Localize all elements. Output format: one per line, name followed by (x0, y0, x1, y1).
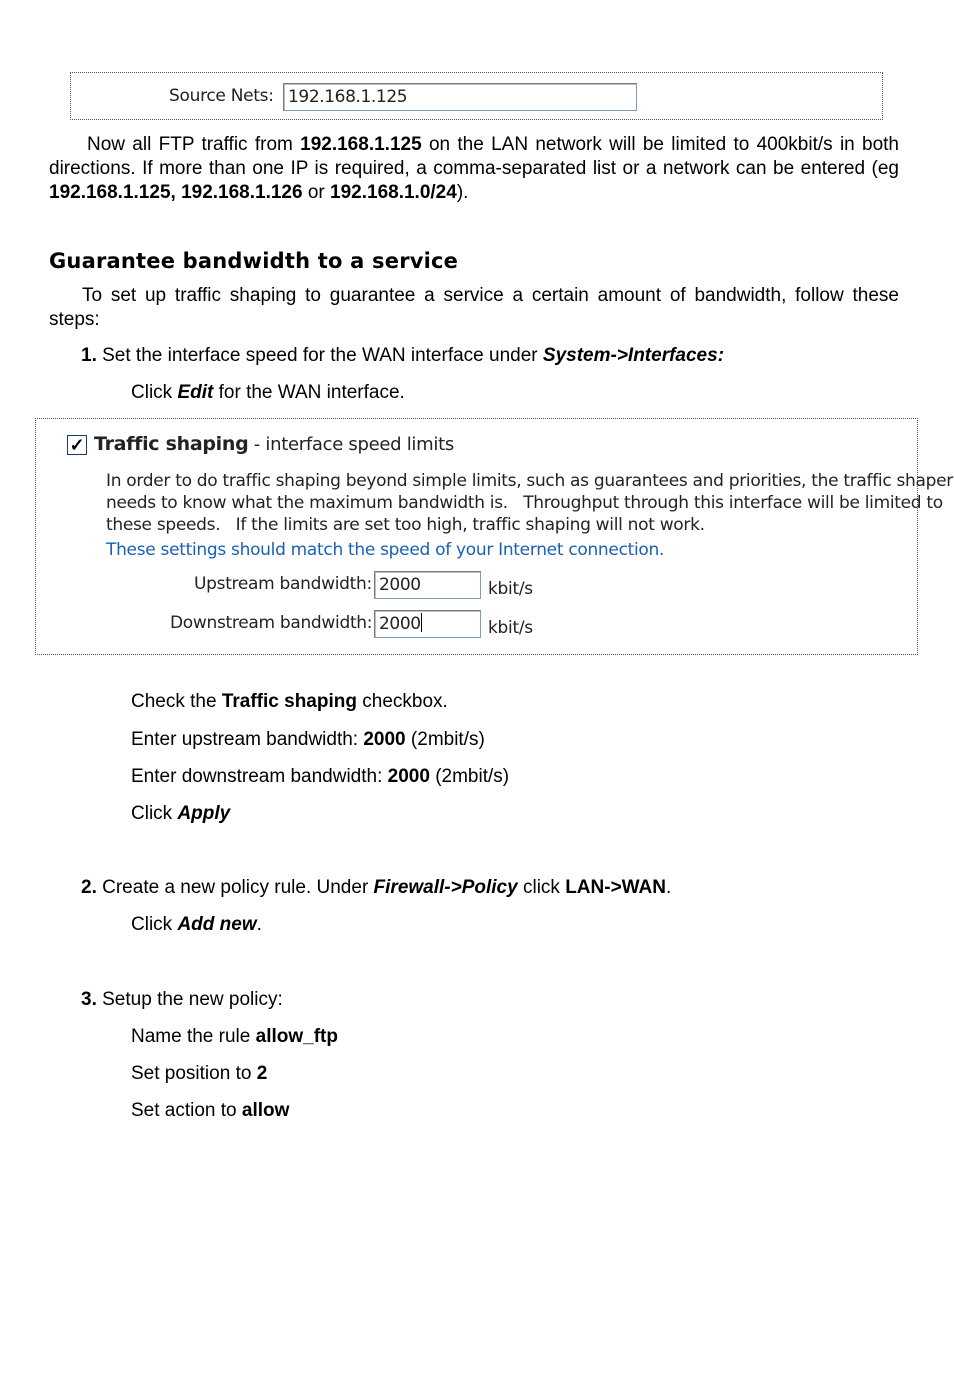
step3-sub-text: Set position to (131, 1063, 257, 1084)
downstream-unit: kbit/s (488, 618, 533, 638)
instr-text: (2mbit/s) (429, 766, 510, 787)
instr-text: Enter downstream bandwidth: (131, 766, 388, 787)
step3-position (131, 1062, 267, 1086)
step1-click-line (131, 381, 405, 405)
source-nets-screenshot (70, 72, 883, 120)
step2-number: 2. (81, 877, 97, 898)
source-nets-label: Source Nets: (169, 86, 274, 106)
traffic-shaping-description (106, 470, 953, 561)
instr-downstream (131, 765, 509, 789)
step3-sub-text: Name the rule (131, 1026, 256, 1047)
traffic-shaping-title-bold: Traffic shaping (94, 433, 249, 455)
step3-line (81, 988, 283, 1012)
traffic-shaping-subtitle: - interface speed limits (248, 434, 454, 455)
step3-sub-bold: 2 (256, 1063, 268, 1084)
downstream-label: Downstream bandwidth: (170, 613, 373, 633)
intro-ip: 192.168.1.125 (300, 134, 422, 155)
instr-apply-word: Apply (177, 803, 231, 824)
intro-paragraph (49, 133, 899, 205)
step1-number: 1. (81, 345, 97, 366)
upstream-input[interactable]: 2000 (374, 571, 481, 599)
step3-text: Setup the new policy: (96, 989, 283, 1010)
instr-text: checkbox. (356, 691, 448, 712)
step1-click-text: Click (131, 382, 178, 403)
step2-add-new-word: Add new (177, 914, 257, 935)
step3-number: 3. (81, 989, 97, 1010)
instr-bold: 2000 (363, 729, 406, 750)
step1-path: System->Interfaces: (542, 345, 725, 366)
desc-line-1: In order to do traffic shaping beyond simple limits, such as guarantees and priorities, the traffic shaper (106, 471, 953, 491)
step3-sub-bold: allow (241, 1100, 290, 1121)
step2-click-line (131, 913, 262, 937)
instr-upstream (131, 728, 485, 752)
step2-text: . (666, 877, 672, 898)
instr-text: (2mbit/s) (405, 729, 485, 750)
instr-text: Check the (131, 691, 222, 712)
instr-text: Click (131, 803, 178, 824)
step2-line (81, 876, 671, 900)
intro-text: or (302, 182, 331, 203)
connection-note: These settings should match the speed of your Internet connection. (106, 540, 665, 560)
intro-network: 192.168.1.0/24 (330, 182, 457, 203)
step1-click-text: for the WAN interface. (213, 382, 405, 403)
upstream-label: Upstream bandwidth: (194, 574, 372, 594)
traffic-shaping-screenshot (35, 418, 953, 655)
step3-name-rule (131, 1025, 338, 1049)
section-intro: To set up traffic shaping to guarantee a service a certain amount of bandwidth, follow these steps: (49, 285, 899, 330)
step3-sub-bold: allow_ftp (255, 1026, 338, 1047)
desc-line-2: needs to know what the maximum bandwidth is. Throughput through this interface will be limited to (106, 493, 943, 513)
instr-check (131, 690, 448, 714)
instr-bold: Traffic shaping (221, 691, 357, 712)
traffic-shaping-title (94, 433, 454, 455)
step3-sub-text: Set action to (131, 1100, 242, 1121)
intro-ip-list: 192.168.1.125, 192.168.1.126 (49, 182, 303, 203)
desc-line-3: these speeds. If the limits are set too high, traffic shaping will not work. (106, 515, 705, 535)
step2-path: Firewall->Policy (373, 877, 518, 898)
intro-text: on the LAN network will be limited to 400kbit/s in both directions. If more than one IP is required, a comma-separated list or a network can be entered (eg (49, 134, 900, 179)
step3-action (131, 1099, 289, 1123)
intro-text: ). (456, 182, 469, 203)
step1-edit-word: Edit (177, 382, 214, 403)
intro-text: Now all FTP traffic from (87, 134, 301, 155)
upstream-unit: kbit/s (488, 579, 533, 599)
step2-text: click (517, 877, 566, 898)
instr-bold: 2000 (387, 766, 430, 787)
source-nets-input[interactable]: 192.168.1.125 (283, 83, 637, 111)
section-heading: Guarantee bandwidth to a service (49, 249, 459, 273)
step2-click-text: . (256, 914, 262, 935)
text-cursor (421, 613, 422, 632)
instr-apply (131, 802, 230, 826)
step1-line (81, 344, 724, 368)
traffic-shaping-checkbox[interactable]: ✓ (67, 435, 87, 455)
step2-lan-wan: LAN->WAN (565, 877, 667, 898)
downstream-input[interactable] (374, 610, 481, 638)
step1-text: Set the interface speed for the WAN interface under (96, 345, 543, 366)
step2-text: Create a new policy rule. Under (96, 877, 374, 898)
downstream-value: 2000 (379, 614, 421, 634)
step2-click-text: Click (131, 914, 178, 935)
instr-text: Enter upstream bandwidth: (131, 729, 364, 750)
